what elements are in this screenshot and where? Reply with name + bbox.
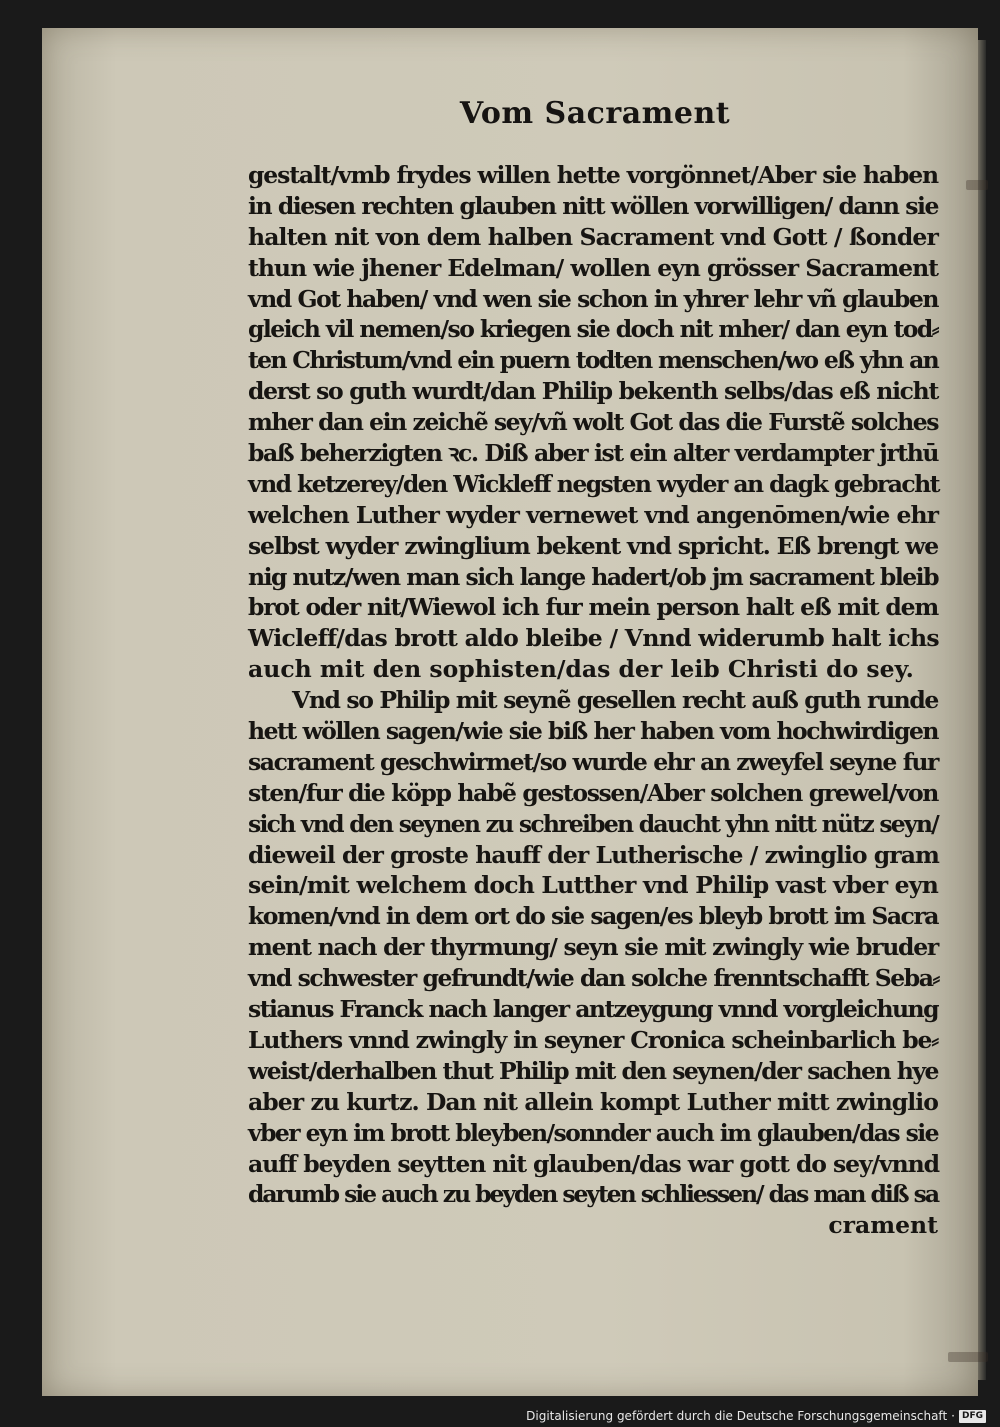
text-line: stianus Franck nach langer antzeygung vnnd vorgleichung bbox=[248, 995, 938, 1024]
text-line: sich vnd den seynen zu schreiben daucht yhn nitt nütz seyn/ bbox=[248, 809, 938, 838]
text-line: brot oder nit/Wiewol ich fur mein person halt eß mit dem bbox=[248, 593, 938, 622]
text-line: derst so guth wurdt/dan Philip bekenth selbs/das eß nicht bbox=[248, 377, 938, 406]
text-line: sein/mit welchem doch Lutther vnd Philip vast vber eyn bbox=[248, 871, 938, 900]
text-line: selbst wyder zwinglium bekent vnd spricht. Eß brengt we bbox=[248, 531, 939, 560]
text-line: nig nutz/wen man sich lange hadert/ob jm sacrament bleib bbox=[248, 562, 938, 591]
text-line: in diesen rechten glauben nitt wöllen vorwilligen/ dann sie bbox=[248, 191, 938, 220]
text-line: hett wöllen sagen/wie sie biß her haben vom hochwirdigen bbox=[248, 717, 938, 746]
text-line: darumb sie auch zu beyden seyten schliessen/ das man diß sa bbox=[248, 1180, 938, 1209]
text-line: mher dan ein zeichẽ sey/vñ wolt Got das die Furstẽ solches bbox=[248, 408, 938, 437]
text-line: gestalt/vmb frydes willen hette vorgönnet/Aber sie haben bbox=[248, 161, 938, 189]
text-line: dieweil der groste hauff der Lutherische / zwinglio gram bbox=[248, 840, 939, 869]
text-line: weist/derhalben thut Philip mit den seynen/der sachen hye bbox=[248, 1056, 938, 1085]
text-line: gleich vil nemen/so kriegen sie doch nit mher/ dan eyn tod⸗ bbox=[248, 315, 938, 344]
text-line: thun wie jhener Edelman/ wollen eyn grösser Sacrament bbox=[248, 253, 938, 282]
catchword: crament bbox=[828, 1211, 938, 1240]
text-line: auff beyden seytten nit glauben/das war gott do sey/vnnd bbox=[248, 1149, 939, 1178]
text-line: vnd Got haben/ vnd wen sie schon in yhrer lehr vñ glauben bbox=[248, 284, 938, 313]
running-title-text: Vom Sacrament bbox=[459, 96, 731, 131]
text-line: vnd schwester gefrundt/wie dan solche frenntschafft Seba⸗ bbox=[248, 964, 939, 993]
text-line: baß beherzigten ꝛc. Diß aber ist ein alter verdampter jrthū bbox=[248, 439, 938, 468]
text-line: vber eyn im brott bleyben/sonnder auch im glauben/das sie bbox=[248, 1118, 938, 1147]
digitization-credit bbox=[526, 1409, 986, 1423]
text-line: auch mit den sophisten/das der leib Christi do sey. bbox=[248, 655, 914, 684]
text-line: halten nit von dem halben Sacrament vnd Gott / ßonder bbox=[248, 222, 938, 251]
bleed-through-mark bbox=[948, 1352, 988, 1362]
bleed-through-mark bbox=[966, 180, 988, 190]
dfg-logo-icon: DFG bbox=[959, 1410, 986, 1423]
text-line: ment nach der thyrmung/ seyn sie mit zwingly wie bruder bbox=[248, 933, 938, 962]
running-title bbox=[0, 96, 1000, 131]
text-line: aber zu kurtz. Dan nit allein kompt Luther mitt zwinglio bbox=[248, 1087, 938, 1116]
text-line: sacrament geschwirmet/so wurde ehr an zweyfel seyne fur bbox=[248, 747, 938, 776]
page-edge bbox=[978, 40, 986, 1380]
text-line: sten/fur die köpp habẽ gestossen/Aber solchen grewel/von bbox=[248, 778, 938, 807]
text-line: vnd ketzerey/den Wickleff negsten wyder an dagk gebracht bbox=[248, 469, 939, 498]
text-line: welchen Luther wyder vernewet vnd angenōmen/wie ehr bbox=[248, 500, 938, 529]
credit-text: Digitalisierung gefördert durch die Deutsche Forschungsgemeinschaft bbox=[526, 1409, 948, 1423]
body-text bbox=[248, 160, 938, 1241]
text-line: ten Christum/vnd ein puern todten menschen/wo eß yhn an bbox=[248, 346, 938, 375]
text-line: Vnd so Philip mit seynẽ gesellen recht auß guth runde bbox=[292, 686, 938, 715]
text-line: Luthers vnnd zwingly in seyner Cronica scheinbarlich be⸗ bbox=[248, 1025, 938, 1054]
credit-separator: · bbox=[951, 1409, 955, 1423]
text-line: Wicleff/das brott aldo bleibe / Vnnd widerumb halt ichs bbox=[248, 624, 939, 653]
text-line: komen/vnd in dem ort do sie sagen/es bleyb brott im Sacra bbox=[248, 902, 938, 931]
